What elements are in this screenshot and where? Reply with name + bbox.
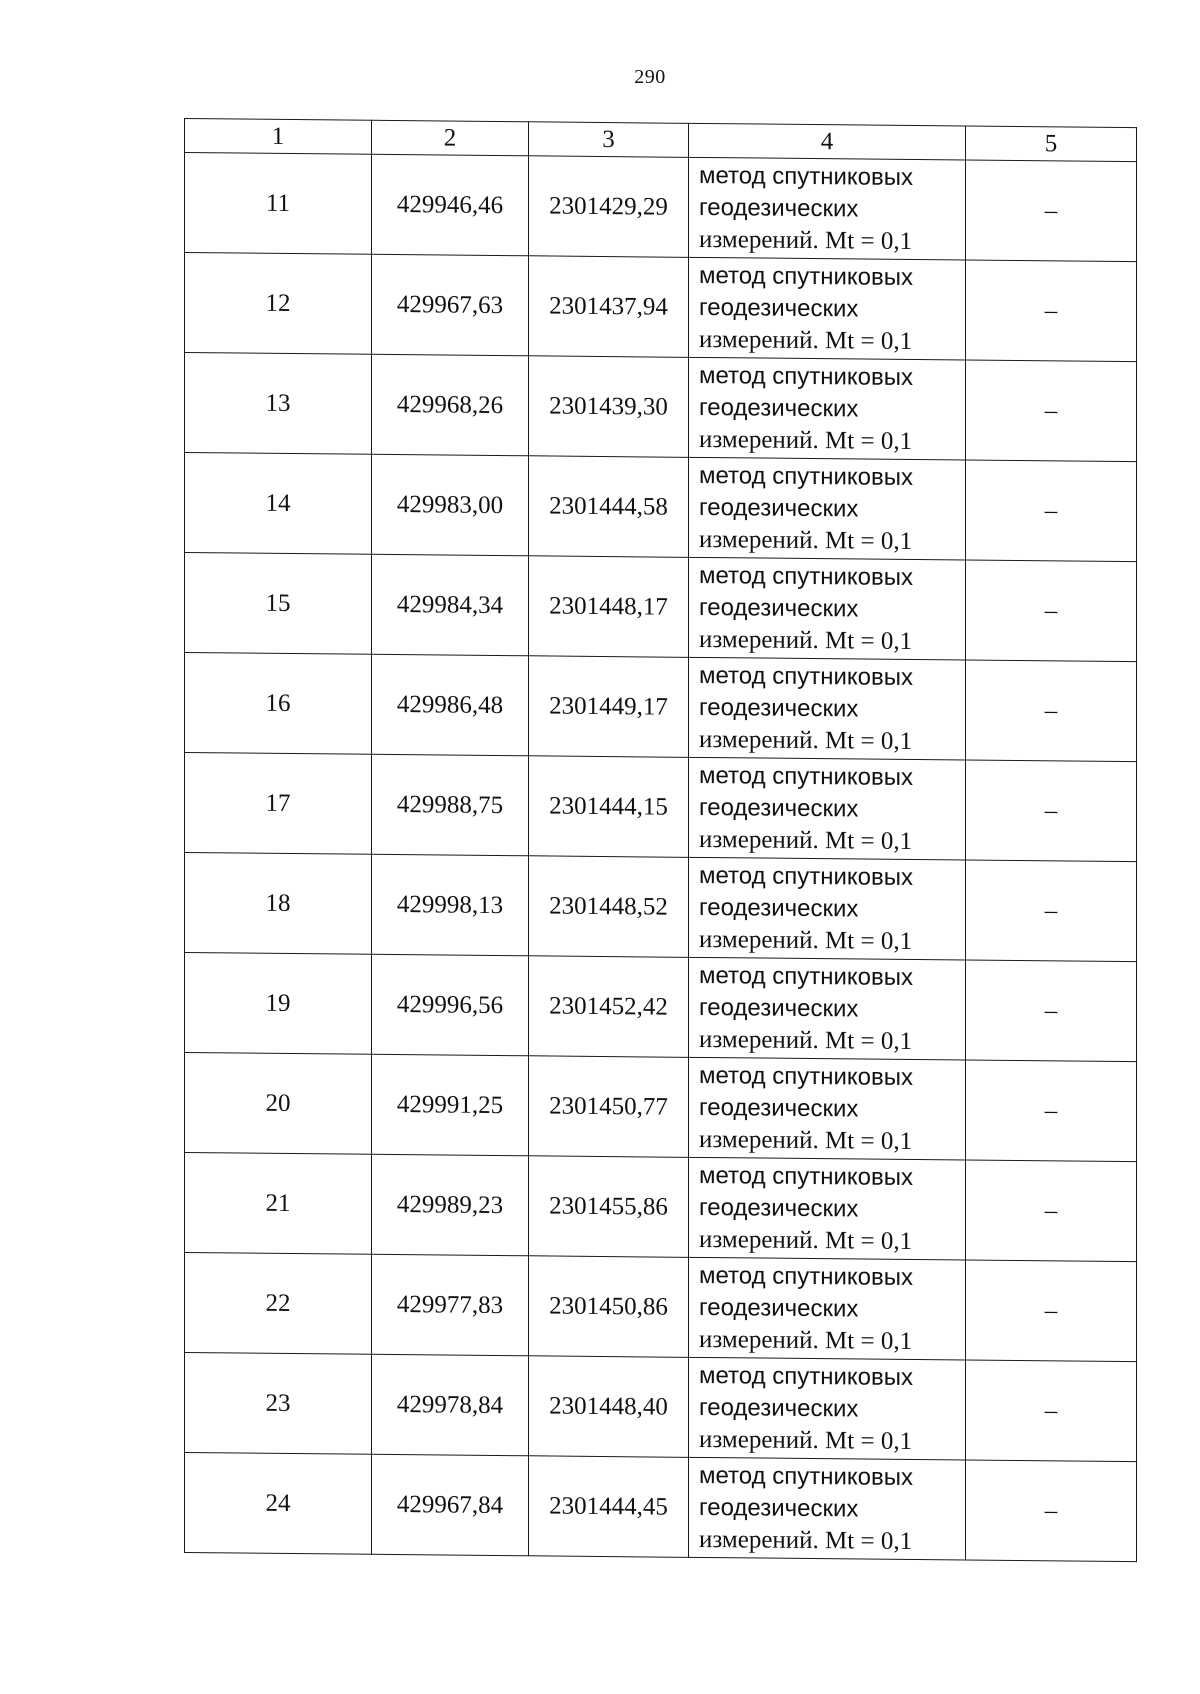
x-coordinate-cell: 429988,75	[372, 754, 529, 856]
x-coordinate-cell: 429986,48	[372, 654, 529, 756]
method-text-line: метод спутниковых	[699, 1361, 914, 1391]
point-number-cell: 18	[185, 853, 372, 955]
x-coordinate-cell: 429984,34	[372, 554, 529, 656]
column-header: 3	[529, 122, 689, 158]
method-text-line: геодезических	[699, 993, 859, 1022]
x-coordinate-cell: 429968,26	[372, 354, 529, 456]
note-cell: –	[966, 1460, 1137, 1562]
point-number-cell: 23	[185, 1353, 372, 1455]
note-cell: –	[966, 660, 1137, 762]
method-text-line: метод спутниковых	[699, 561, 914, 591]
method-cell	[689, 857, 966, 960]
note-cell: –	[966, 1060, 1137, 1162]
y-coordinate-cell: 2301448,17	[529, 556, 689, 658]
method-text-line: геодезических	[699, 393, 859, 422]
method-text-line: измерений. Mt = 0,1	[699, 1325, 913, 1355]
note-cell: –	[966, 1360, 1137, 1462]
note-cell: –	[966, 760, 1137, 862]
x-coordinate-cell: 429946,46	[372, 154, 529, 256]
method-text-line: метод спутниковых	[699, 861, 914, 891]
point-number-cell: 21	[185, 1153, 372, 1255]
method-cell	[689, 157, 966, 260]
point-number-cell: 11	[185, 153, 372, 255]
method-cell	[689, 457, 966, 560]
method-cell	[689, 1357, 966, 1460]
x-coordinate-cell: 429998,13	[372, 854, 529, 956]
point-number-cell: 14	[185, 453, 372, 555]
x-coordinate-cell: 429978,84	[372, 1354, 529, 1456]
point-number-cell: 22	[185, 1253, 372, 1355]
y-coordinate-cell: 2301444,58	[529, 456, 689, 558]
method-text-line: метод спутниковых	[699, 961, 914, 991]
y-coordinate-cell: 2301437,94	[529, 256, 689, 358]
point-number-cell: 15	[185, 553, 372, 655]
method-cell	[689, 557, 966, 660]
method-text-line: геодезических	[699, 1293, 859, 1322]
table-row	[185, 1053, 1137, 1162]
point-number-cell: 20	[185, 1053, 372, 1155]
table-row	[185, 853, 1137, 962]
method-cell	[689, 1257, 966, 1360]
y-coordinate-cell: 2301455,86	[529, 1156, 689, 1258]
method-text-line: геодезических	[699, 493, 859, 522]
column-header: 4	[689, 123, 966, 160]
note-cell: –	[966, 960, 1137, 1062]
x-coordinate-cell: 429967,63	[372, 254, 529, 356]
method-cell	[689, 757, 966, 860]
y-coordinate-cell: 2301448,40	[529, 1356, 689, 1458]
method-text-line: геодезических	[699, 1393, 859, 1422]
method-text-line: геодезических	[699, 793, 859, 822]
method-text-line: измерений. Mt = 0,1	[699, 1225, 913, 1255]
table-row	[185, 253, 1137, 362]
table-row	[185, 453, 1137, 562]
method-text-line: метод спутниковых	[699, 1461, 914, 1491]
method-cell	[689, 357, 966, 460]
page-number	[0, 66, 1200, 89]
note-cell: –	[966, 560, 1137, 662]
table-row	[185, 153, 1137, 262]
method-text-line: измерений. Mt = 0,1	[699, 325, 913, 355]
table-row	[185, 1153, 1137, 1262]
method-text-line: измерений. Mt = 0,1	[699, 1025, 913, 1055]
method-text-line: метод спутниковых	[699, 1261, 914, 1291]
method-text-line: измерений. Mt = 0,1	[699, 1125, 913, 1155]
method-text-line: измерений. Mt = 0,1	[699, 225, 913, 255]
table-row	[185, 353, 1137, 462]
method-text-line: геодезических	[699, 693, 859, 722]
note-cell: –	[966, 1260, 1137, 1362]
x-coordinate-cell: 429996,56	[372, 954, 529, 1056]
method-text-line: измерений. Mt = 0,1	[699, 725, 913, 755]
note-cell: –	[966, 260, 1137, 362]
note-cell: –	[966, 360, 1137, 462]
method-cell	[689, 1457, 966, 1560]
x-coordinate-cell: 429983,00	[372, 454, 529, 556]
method-text-line: метод спутниковых	[699, 761, 914, 791]
x-coordinate-cell: 429967,84	[372, 1454, 529, 1556]
point-number-cell: 13	[185, 353, 372, 455]
method-text-line: геодезических	[699, 193, 859, 222]
method-text-line: геодезических	[699, 1093, 859, 1122]
y-coordinate-cell: 2301449,17	[529, 656, 689, 758]
table-row	[185, 953, 1137, 1062]
note-cell: –	[966, 460, 1137, 562]
note-cell: –	[966, 860, 1137, 962]
method-cell	[689, 957, 966, 1060]
method-text-line: геодезических	[699, 1193, 859, 1222]
point-number-cell: 16	[185, 653, 372, 755]
y-coordinate-cell: 2301450,77	[529, 1056, 689, 1158]
note-cell: –	[966, 160, 1137, 262]
table-row	[185, 1353, 1137, 1462]
x-coordinate-cell: 429989,23	[372, 1154, 529, 1256]
y-coordinate-cell: 2301452,42	[529, 956, 689, 1058]
method-text-line: геодезических	[699, 893, 859, 922]
column-header: 5	[966, 126, 1137, 162]
method-text-line: метод спутниковых	[699, 361, 914, 391]
y-coordinate-cell: 2301450,86	[529, 1256, 689, 1358]
x-coordinate-cell: 429991,25	[372, 1054, 529, 1156]
page-number-text: 290	[634, 66, 666, 88]
method-cell	[689, 257, 966, 360]
method-text-line: измерений. Mt = 0,1	[699, 925, 913, 955]
method-text-line: метод спутниковых	[699, 1061, 914, 1091]
method-text-line: геодезических	[699, 293, 859, 322]
method-text-line: измерений. Mt = 0,1	[699, 825, 913, 855]
method-text-line: измерений. Mt = 0,1	[699, 425, 913, 455]
y-coordinate-cell: 2301429,29	[529, 156, 689, 258]
table-row	[185, 1253, 1137, 1362]
method-text-line: геодезических	[699, 1493, 859, 1522]
method-text-line: метод спутниковых	[699, 261, 914, 291]
y-coordinate-cell: 2301448,52	[529, 856, 689, 958]
note-cell: –	[966, 1160, 1137, 1262]
table-row	[185, 653, 1137, 762]
point-number-cell: 12	[185, 253, 372, 355]
method-cell	[689, 1157, 966, 1260]
method-text-line: геодезических	[699, 593, 859, 622]
table-row	[185, 553, 1137, 662]
table-body	[185, 153, 1137, 1562]
point-number-cell: 19	[185, 953, 372, 1055]
point-number-cell: 17	[185, 753, 372, 855]
x-coordinate-cell: 429977,83	[372, 1254, 529, 1356]
method-text-line: метод спутниковых	[699, 1161, 914, 1191]
y-coordinate-cell: 2301439,30	[529, 356, 689, 458]
method-text-line: метод спутниковых	[699, 461, 914, 491]
method-cell	[689, 1057, 966, 1160]
y-coordinate-cell: 2301444,15	[529, 756, 689, 858]
table-row	[185, 753, 1137, 862]
method-text-line: метод спутниковых	[699, 161, 914, 191]
method-cell	[689, 657, 966, 760]
column-header: 1	[185, 119, 372, 155]
column-header: 2	[372, 120, 529, 156]
coordinates-table	[184, 118, 1137, 1562]
method-text-line: измерений. Mt = 0,1	[699, 1425, 913, 1455]
method-text-line: измерений. Mt = 0,1	[699, 1525, 913, 1555]
method-text-line: измерений. Mt = 0,1	[699, 625, 913, 655]
y-coordinate-cell: 2301444,45	[529, 1456, 689, 1558]
table-row	[185, 1453, 1137, 1562]
method-text-line: метод спутниковых	[699, 661, 914, 691]
method-text-line: измерений. Mt = 0,1	[699, 525, 913, 555]
point-number-cell: 24	[185, 1453, 372, 1555]
